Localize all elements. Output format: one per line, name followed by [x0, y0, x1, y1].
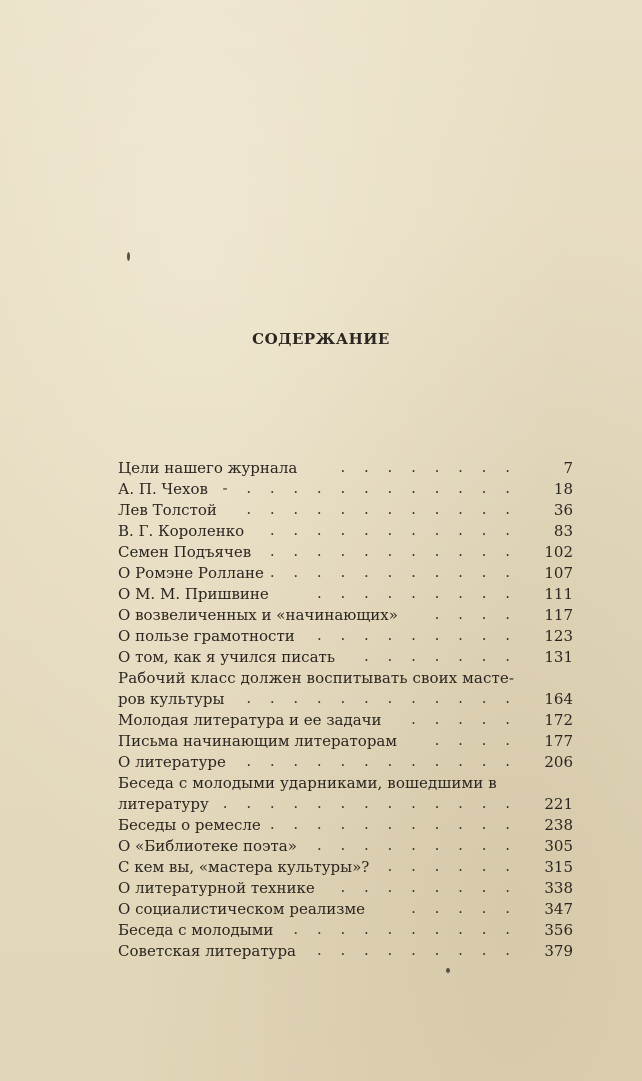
toc-entry-title: Беседа с молодыми ударниками, вошедшими в — [118, 774, 497, 792]
toc-leader-dots: . . . . . . . . . — [316, 941, 517, 959]
toc-leader-dots: . . . . . . . . . . . — [269, 542, 517, 560]
toc-entry-title: Рабочий класс должен воспитывать своих масте- — [118, 669, 515, 687]
toc-entry-title: О Ромэне Роллане — [118, 564, 264, 582]
toc-leader-dots: - . . . . . . . . . . . . — [222, 479, 517, 497]
toc-entry-title: ров культуры — [118, 690, 225, 708]
toc-entry-title: О литературе — [118, 753, 226, 771]
toc-page-number: 356 — [544, 921, 573, 939]
toc-page-number: 131 — [544, 648, 573, 666]
toc-entry-title: С кем вы, «мастера культуры»? — [118, 858, 370, 876]
ink-speck — [127, 252, 130, 261]
toc-entry — [118, 752, 573, 773]
toc-leader-dots: . . . . . . . . . . . . — [246, 500, 517, 518]
toc-leader-dots: . . . . . . . — [364, 647, 517, 665]
toc-page-number: 221 — [544, 795, 573, 813]
toc-entry-title: А. П. Чехов — [118, 480, 208, 498]
toc-leader-dots: . . . . . . . . . — [316, 584, 517, 602]
toc-entry — [118, 626, 573, 647]
toc-entry-title: Письма начинающим литераторам — [118, 732, 398, 750]
toc-leader-dots: . . . . . . . . — [340, 878, 517, 896]
toc-entry — [118, 668, 573, 689]
toc-leader-dots: . . . . . . . . . . . — [269, 563, 517, 581]
toc-page-number: 107 — [544, 564, 573, 582]
toc-page-number: 305 — [544, 837, 573, 855]
toc-entry — [118, 500, 573, 521]
toc-entry — [118, 941, 573, 962]
toc-entry — [118, 920, 573, 941]
toc-entry-title: Беседа с молодыми — [118, 921, 274, 939]
toc-entry-title: Цели нашего журнала — [118, 459, 298, 477]
toc-entry — [118, 458, 573, 479]
toc-page-number: 206 — [544, 753, 573, 771]
toc-leader-dots: . . . . . . . . . — [316, 626, 517, 644]
page-title: СОДЕРЖАНИЕ — [252, 330, 390, 348]
toc-page-number: 117 — [544, 606, 573, 624]
toc-page-number: 172 — [544, 711, 573, 729]
table-of-contents — [118, 458, 573, 962]
toc-page-number: 315 — [544, 858, 573, 876]
toc-entry-title: литературу — [118, 795, 209, 813]
toc-page-number: 123 — [544, 627, 573, 645]
toc-entry-title: О возвеличенных и «начинающих» — [118, 606, 398, 624]
toc-entry — [118, 563, 573, 584]
toc-entry-title: О том, как я учился писать — [118, 648, 335, 666]
toc-leader-dots: . . . . . — [411, 899, 517, 917]
toc-leader-dots: . . . . . . . . . . . — [269, 521, 517, 539]
toc-page-number: 111 — [544, 585, 573, 603]
toc-entry-title: Лев Толстой — [118, 501, 217, 519]
toc-entry — [118, 878, 573, 899]
toc-entry-title: Советская литература — [118, 942, 296, 960]
toc-leader-dots: . . . . — [434, 731, 517, 749]
toc-entry-title: Семен Подъячев — [118, 543, 252, 561]
toc-entry — [118, 899, 573, 920]
toc-entry-title: О литературной технике — [118, 879, 315, 897]
toc-entry — [118, 647, 573, 668]
toc-leader-dots: . . . . . . . . . — [316, 836, 517, 854]
toc-entry-title: О пользе грамотности — [118, 627, 295, 645]
toc-entry — [118, 584, 573, 605]
ink-speck — [446, 968, 450, 973]
toc-page-number: 102 — [544, 543, 573, 561]
toc-entry — [118, 542, 573, 563]
toc-entry — [118, 794, 573, 815]
toc-entry — [118, 689, 573, 710]
toc-leader-dots: . . . . — [434, 605, 517, 623]
toc-leader-dots: . . . . . . . . . . . . — [246, 689, 517, 707]
toc-page-number: 36 — [553, 501, 573, 519]
toc-leader-dots: . . . . . . . . . . . . . — [222, 794, 517, 812]
toc-entry — [118, 836, 573, 857]
toc-leader-dots: . . . . . . — [387, 857, 517, 875]
toc-entry-title: О социалистическом реализме — [118, 900, 366, 918]
toc-page-number: 18 — [553, 480, 573, 498]
toc-page-number: 338 — [544, 879, 573, 897]
toc-entry-title: О М. М. Пришвине — [118, 585, 269, 603]
toc-page-number: 7 — [563, 459, 573, 477]
toc-entry-title: О «Библиотеке поэта» — [118, 837, 297, 855]
toc-entry-title: В. Г. Короленко — [118, 522, 245, 540]
toc-entry — [118, 857, 573, 878]
toc-entry-title: Молодая литература и ее задачи — [118, 711, 382, 729]
toc-leader-dots: . . . . . . . . . . . — [269, 815, 517, 833]
toc-page-number: 379 — [544, 942, 573, 960]
toc-page-number: 238 — [544, 816, 573, 834]
toc-entry — [118, 731, 573, 752]
toc-entry — [118, 710, 573, 731]
toc-page-number: 83 — [553, 522, 573, 540]
toc-entry-title: Беседы о ремесле — [118, 816, 261, 834]
toc-leader-dots: . . . . . . . . — [340, 458, 517, 476]
toc-entry — [118, 479, 573, 500]
toc-page-number: 177 — [544, 732, 573, 750]
toc-leader-dots: . . . . . . . . . . . . — [246, 752, 517, 770]
toc-leader-dots: . . . . . . . . . . — [293, 920, 517, 938]
toc-entry — [118, 773, 573, 794]
toc-entry — [118, 815, 573, 836]
toc-leader-dots: . . . . . — [411, 710, 517, 728]
toc-page-number: 164 — [544, 690, 573, 708]
toc-entry — [118, 521, 573, 542]
toc-page-number: 347 — [544, 900, 573, 918]
toc-entry — [118, 605, 573, 626]
